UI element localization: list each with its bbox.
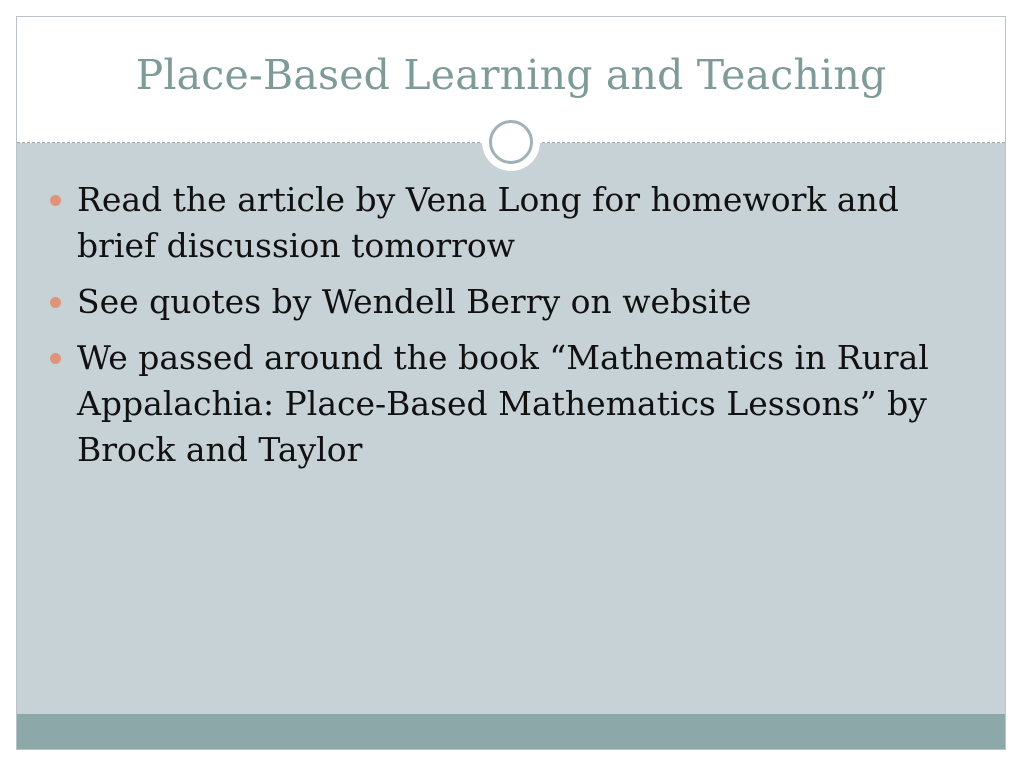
slide (16, 16, 1006, 750)
bullet-text: Read the article by Vena Long for homework and brief discussion tomorrow (77, 180, 899, 265)
slide-title: Place-Based Learning and Teaching (135, 51, 887, 99)
list-item (47, 177, 977, 269)
bullet-list (47, 177, 977, 483)
bullet-dot-icon (50, 195, 61, 206)
list-item (47, 279, 977, 325)
bullet-dot-icon (50, 297, 61, 308)
list-item (47, 335, 977, 473)
bullet-text: We passed around the book “Mathematics in Rural Appalachia: Place-Based Mathematics Lessons” by Brock and Taylor (77, 338, 929, 469)
bullet-text: See quotes by Wendell Berry on website (77, 282, 752, 321)
divider-circle-ornament (489, 120, 533, 164)
footer-bar (17, 714, 1005, 749)
bullet-dot-icon (50, 353, 61, 364)
